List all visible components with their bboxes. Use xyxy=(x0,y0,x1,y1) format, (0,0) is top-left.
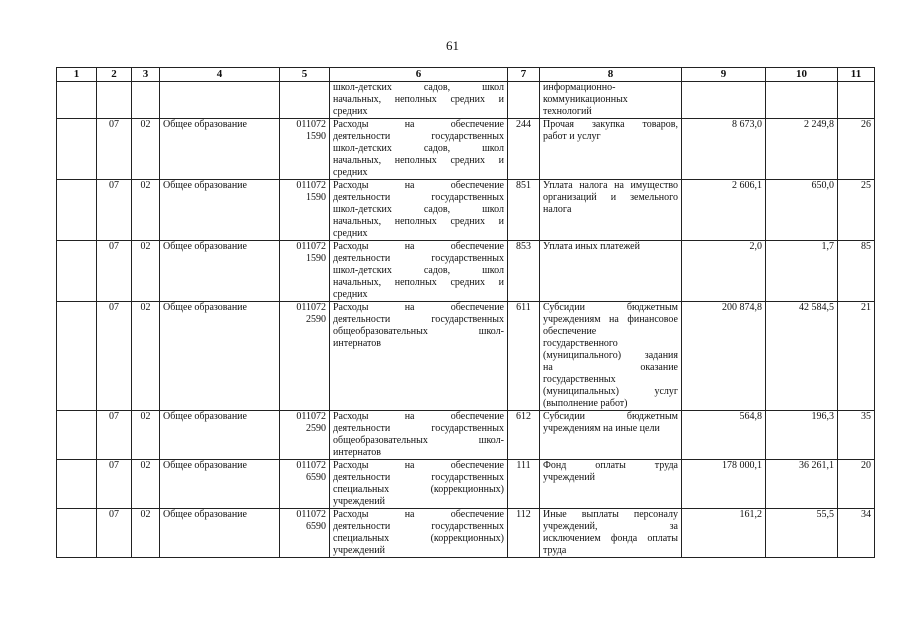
actual-amount: 2 249,8 xyxy=(766,119,838,180)
row-blank-cell xyxy=(57,509,97,558)
target-article-code: 011072 2590 xyxy=(280,302,330,411)
column-header: 1 xyxy=(57,68,97,82)
actual-amount: 650,0 xyxy=(766,180,838,241)
column-header: 10 xyxy=(766,68,838,82)
table-row xyxy=(57,241,875,302)
subsection-code: 02 xyxy=(132,241,160,302)
expense-type-name: Уплата налога на имущество организаций и земельного налога xyxy=(540,180,682,241)
target-article-code: 011072 6590 xyxy=(280,460,330,509)
continuation-description: школ-детских садов, школ начальных, неполных средних и средних xyxy=(330,82,508,119)
column-header: 2 xyxy=(97,68,132,82)
actual-amount: 196,3 xyxy=(766,411,838,460)
subsection-code: 02 xyxy=(132,460,160,509)
actual-amount: 55,5 xyxy=(766,509,838,558)
column-header: 4 xyxy=(160,68,280,82)
actual-amount: 42 584,5 xyxy=(766,302,838,411)
column-header: 7 xyxy=(508,68,540,82)
subsection-code: 02 xyxy=(132,411,160,460)
subsection-code: 02 xyxy=(132,119,160,180)
section-code: 07 xyxy=(97,302,132,411)
execution-percent: 35 xyxy=(838,411,875,460)
execution-percent: 25 xyxy=(838,180,875,241)
row-blank-cell xyxy=(57,119,97,180)
column-header: 11 xyxy=(838,68,875,82)
expense-type-name: Субсидии бюджетным учреждениям на финансовое обеспечение государственного (муниципального) задания на оказание государственных (муниципальных) услуг (выполнение работ) xyxy=(540,302,682,411)
planned-amount: 8 673,0 xyxy=(682,119,766,180)
section-name: Общее образование xyxy=(160,180,280,241)
actual-amount: 1,7 xyxy=(766,241,838,302)
expense-type-code: 111 xyxy=(508,460,540,509)
budget-table xyxy=(56,67,875,558)
section-name: Общее образование xyxy=(160,460,280,509)
actual-amount: 36 261,1 xyxy=(766,460,838,509)
target-article-code: 011072 1590 xyxy=(280,119,330,180)
execution-percent: 34 xyxy=(838,509,875,558)
subsection-code: 02 xyxy=(132,509,160,558)
expense-type-code: 244 xyxy=(508,119,540,180)
section-name: Общее образование xyxy=(160,509,280,558)
column-header: 6 xyxy=(330,68,508,82)
execution-percent: 20 xyxy=(838,460,875,509)
section-name: Общее образование xyxy=(160,411,280,460)
row-blank-cell xyxy=(57,241,97,302)
table-row xyxy=(57,411,875,460)
planned-amount: 178 000,1 xyxy=(682,460,766,509)
section-name: Общее образование xyxy=(160,119,280,180)
section-name: Общее образование xyxy=(160,241,280,302)
table-row xyxy=(57,180,875,241)
table-row xyxy=(57,509,875,558)
row-blank-cell xyxy=(57,411,97,460)
expense-description: Расходы на обеспечение деятельности государственных школ-детских садов, школ начальных, неполных средних и средних xyxy=(330,119,508,180)
target-article-code: 011072 1590 xyxy=(280,180,330,241)
expense-description: Расходы на обеспечение деятельности государственных общеобразовательных школ- интернатов xyxy=(330,302,508,411)
expense-type-name: Прочая закупка товаров, работ и услуг xyxy=(540,119,682,180)
page-number: 61 xyxy=(446,38,459,53)
execution-percent: 85 xyxy=(838,241,875,302)
expense-type-code: 611 xyxy=(508,302,540,411)
column-header: 5 xyxy=(280,68,330,82)
section-code: 07 xyxy=(97,180,132,241)
continuation-row xyxy=(57,82,875,119)
continuation-expense-type: информационно- коммуникационных технологий xyxy=(540,82,682,119)
execution-percent: 21 xyxy=(838,302,875,411)
expense-type-name: Субсидии бюджетным учреждениям на иные цели xyxy=(540,411,682,460)
target-article-code: 011072 1590 xyxy=(280,241,330,302)
column-header: 8 xyxy=(540,68,682,82)
expense-type-name: Иные выплаты персоналу учреждений, за исключением фонда оплаты труда xyxy=(540,509,682,558)
expense-type-name: Уплата иных платежей xyxy=(540,241,682,302)
planned-amount: 2,0 xyxy=(682,241,766,302)
subsection-code: 02 xyxy=(132,180,160,241)
row-blank-cell xyxy=(57,302,97,411)
expense-description: Расходы на обеспечение деятельности государственных специальных (коррекционных) учреждений xyxy=(330,460,508,509)
planned-amount: 161,2 xyxy=(682,509,766,558)
expense-description: Расходы на обеспечение деятельности государственных школ-детских садов, школ начальных, неполных средних и средних xyxy=(330,180,508,241)
header-row xyxy=(57,68,875,82)
table-row xyxy=(57,460,875,509)
expense-type-code: 612 xyxy=(508,411,540,460)
expense-description: Расходы на обеспечение деятельности государственных школ-детских садов, школ начальных, неполных средних и средних xyxy=(330,241,508,302)
execution-percent: 26 xyxy=(838,119,875,180)
expense-type-code: 851 xyxy=(508,180,540,241)
column-header: 3 xyxy=(132,68,160,82)
expense-description: Расходы на обеспечение деятельности государственных специальных (коррекционных) учреждений xyxy=(330,509,508,558)
section-code: 07 xyxy=(97,509,132,558)
expense-type-code: 112 xyxy=(508,509,540,558)
subsection-code: 02 xyxy=(132,302,160,411)
section-name: Общее образование xyxy=(160,302,280,411)
section-code: 07 xyxy=(97,411,132,460)
expense-description: Расходы на обеспечение деятельности государственных общеобразовательных школ- интернатов xyxy=(330,411,508,460)
table-row xyxy=(57,119,875,180)
planned-amount: 564,8 xyxy=(682,411,766,460)
expense-type-code: 853 xyxy=(508,241,540,302)
section-code: 07 xyxy=(97,119,132,180)
target-article-code: 011072 2590 xyxy=(280,411,330,460)
planned-amount: 2 606,1 xyxy=(682,180,766,241)
target-article-code: 011072 6590 xyxy=(280,509,330,558)
column-header: 9 xyxy=(682,68,766,82)
expense-type-name: Фонд оплаты труда учреждений xyxy=(540,460,682,509)
table-row xyxy=(57,302,875,411)
section-code: 07 xyxy=(97,460,132,509)
row-blank-cell xyxy=(57,180,97,241)
section-code: 07 xyxy=(97,241,132,302)
row-blank-cell xyxy=(57,460,97,509)
planned-amount: 200 874,8 xyxy=(682,302,766,411)
